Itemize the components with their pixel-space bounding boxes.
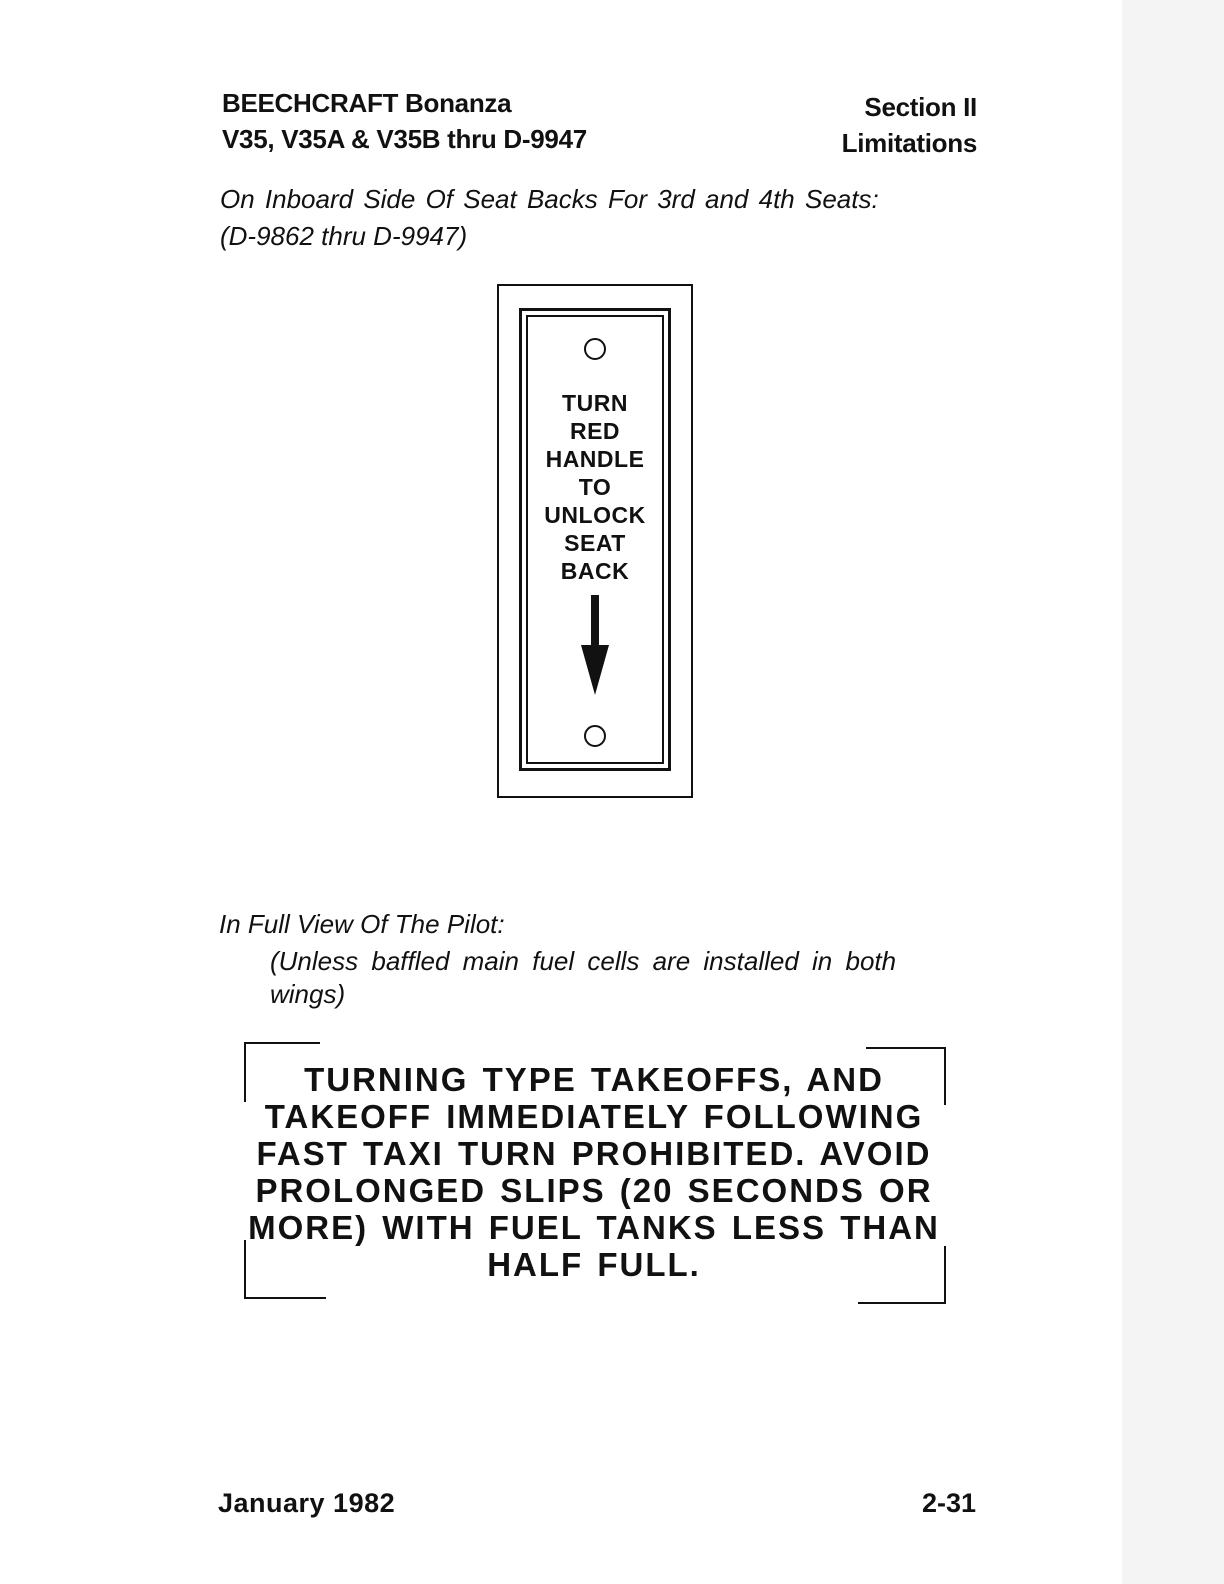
placard-line: SEAT <box>564 530 626 556</box>
seat-back-serial-range: (D-9862 thru D-9947) <box>220 221 468 251</box>
pilot-view-condition: (Unless baffled main fuel cells are installed in both <box>270 946 897 976</box>
seat-back-placard <box>497 284 693 798</box>
header-model-variants: V35, V35A & V35B thru D-9947 <box>222 124 587 154</box>
takeoff-warning-placard <box>244 1061 944 1283</box>
placard-line: RED <box>569 418 621 444</box>
warning-line: MORE) WITH FUEL TANKS LESS THAN <box>248 1209 940 1246</box>
warning-line: TAKEOFF IMMEDIATELY FOLLOWING <box>264 1098 924 1135</box>
seat-back-caption: On Inboard Side Of Seat Backs For 3rd and 4th Seats: <box>220 184 879 214</box>
warning-line: TURNING TYPE TAKEOFFS, AND <box>304 1061 884 1098</box>
header-model-name: BEECHCRAFT Bonanza <box>222 88 512 118</box>
page-margin-shade <box>1122 0 1224 1584</box>
warning-line: HALF FULL. <box>487 1246 701 1283</box>
header-section-name: Limitations <box>841 128 977 158</box>
pilot-view-condition-continued: wings) <box>270 979 346 1009</box>
screw-hole-icon <box>584 725 606 747</box>
footer-date: January 1982 <box>218 1488 396 1518</box>
warning-line: FAST TAXI TURN PROHIBITED. AVOID <box>256 1135 932 1172</box>
header-title <box>222 85 587 157</box>
placard-line: TO <box>578 474 612 500</box>
placard-line: UNLOCK <box>544 502 646 528</box>
placard-line: TURN <box>562 390 628 416</box>
screw-hole-icon <box>584 338 606 360</box>
page-number: 2-31 <box>921 1488 976 1518</box>
arrow-down-icon <box>579 595 611 695</box>
placard-line: BACK <box>560 558 630 584</box>
pilot-view-caption: In Full View Of The Pilot: <box>219 909 505 939</box>
placard-line: HANDLE <box>545 446 645 472</box>
placard-frame <box>519 308 671 771</box>
placard-face <box>526 315 664 764</box>
placard-text <box>528 389 662 585</box>
warning-line: PROLONGED SLIPS (20 SECONDS OR <box>255 1172 933 1209</box>
header-section-number: Section II <box>864 92 977 122</box>
header-section <box>842 89 977 161</box>
